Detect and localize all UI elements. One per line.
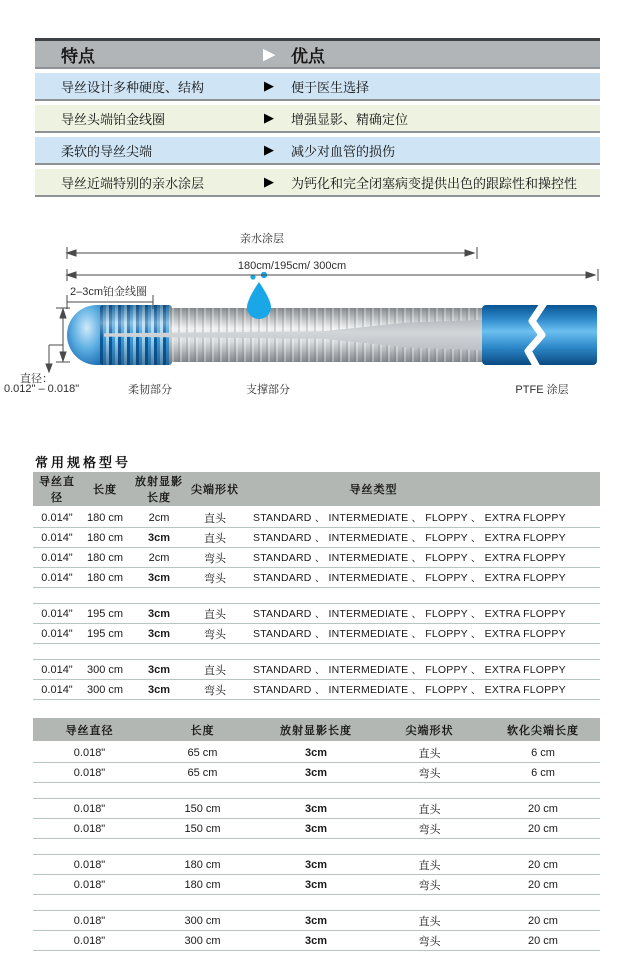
spec-cell: 0.018" bbox=[33, 875, 146, 895]
spec-cell: 6 cm bbox=[486, 742, 600, 763]
spec-cell: 3cm bbox=[259, 911, 373, 931]
spec-row bbox=[33, 931, 600, 951]
total-length-label: 180cm/195cm/ 300cm bbox=[237, 260, 347, 272]
flexible-section-label: 柔韧部分 bbox=[128, 384, 172, 396]
spec-cell: 直头 bbox=[189, 507, 241, 528]
feature-row bbox=[35, 73, 600, 101]
spec-cell: 300 cm bbox=[146, 931, 259, 951]
spec-cell: 弯头 bbox=[189, 548, 241, 568]
group-gap-row bbox=[33, 783, 600, 799]
column-header: 导丝直径 bbox=[33, 472, 81, 507]
spec-row bbox=[33, 568, 600, 588]
gap-cell bbox=[33, 895, 600, 911]
spec-cell: 3cm bbox=[129, 604, 189, 624]
arrow-right-icon: ▶ bbox=[264, 174, 274, 189]
spec-row bbox=[33, 624, 600, 644]
benefits-header-label: 优点 bbox=[291, 46, 325, 66]
feature-rows bbox=[35, 73, 600, 197]
spec-cell: 3cm bbox=[129, 528, 189, 548]
spec-cell: STANDARD 、 INTERMEDIATE 、 FLOPPY 、 EXTRA FLOPPY bbox=[241, 680, 600, 700]
column-header: 尖端形状 bbox=[373, 718, 486, 742]
spec-cell: 弯头 bbox=[189, 624, 241, 644]
benefit-text: 增强显影、精确定位 bbox=[291, 111, 409, 127]
column-header: 导丝类型 bbox=[241, 472, 600, 507]
spec-cell: STANDARD 、 INTERMEDIATE 、 FLOPPY 、 EXTRA FLOPPY bbox=[241, 624, 600, 644]
spec-cell: 弯头 bbox=[373, 819, 486, 839]
spec-row bbox=[33, 680, 600, 700]
spec-row bbox=[33, 763, 600, 783]
spec-cell: 300 cm bbox=[81, 680, 129, 700]
spec-cell: 2cm bbox=[129, 507, 189, 528]
spec-row bbox=[33, 528, 600, 548]
spec-row bbox=[33, 819, 600, 839]
spec-cell: 300 cm bbox=[146, 911, 259, 931]
features-table bbox=[35, 38, 600, 201]
diameter-label: 直径： bbox=[20, 373, 53, 385]
feature-row bbox=[35, 169, 600, 197]
column-header: 尖端形状 bbox=[189, 472, 241, 507]
benefit-text: 减少对血管的损伤 bbox=[291, 143, 396, 159]
features-header-label: 特点 bbox=[61, 46, 95, 66]
spec-cell: 65 cm bbox=[146, 742, 259, 763]
spec-cell: 300 cm bbox=[81, 660, 129, 680]
spec-cell: 20 cm bbox=[486, 855, 600, 875]
spec-cell: 20 cm bbox=[486, 799, 600, 819]
spec-cell: 弯头 bbox=[189, 680, 241, 700]
spec-cell: STANDARD 、 INTERMEDIATE 、 FLOPPY 、 EXTRA FLOPPY bbox=[241, 548, 600, 568]
spec-row bbox=[33, 875, 600, 895]
spec-cell: 180 cm bbox=[81, 548, 129, 568]
spec-cell: 20 cm bbox=[486, 819, 600, 839]
spec-cell: 6 cm bbox=[486, 763, 600, 783]
spec-cell: 3cm bbox=[129, 660, 189, 680]
spec-cell: 直头 bbox=[189, 604, 241, 624]
feature-text: 导丝头端铂金线圈 bbox=[61, 111, 166, 127]
spec-cell: 直头 bbox=[373, 742, 486, 763]
spec-cell: 195 cm bbox=[81, 624, 129, 644]
spec-cell: 3cm bbox=[259, 875, 373, 895]
spec-table-title: 常用规格型号 bbox=[35, 455, 132, 470]
ptfe-coating-label: PTFE 涂层 bbox=[515, 384, 569, 396]
spec-cell: 3cm bbox=[259, 799, 373, 819]
spec-cell: 3cm bbox=[259, 763, 373, 783]
spec-cell: STANDARD 、 INTERMEDIATE 、 FLOPPY 、 EXTRA FLOPPY bbox=[241, 660, 600, 680]
gap-cell bbox=[33, 588, 600, 604]
spec-cell: 3cm bbox=[129, 680, 189, 700]
spec-cell: 180 cm bbox=[146, 875, 259, 895]
spec-row bbox=[33, 548, 600, 568]
feature-text: 导丝近端特别的亲水涂层 bbox=[61, 175, 205, 191]
group-gap-row bbox=[33, 895, 600, 911]
feature-row bbox=[35, 137, 600, 165]
spec-cell: 0.014" bbox=[33, 624, 81, 644]
spec-row bbox=[33, 855, 600, 875]
diameter-value: 0.012" – 0.018" bbox=[4, 383, 80, 395]
spec-cell: 3cm bbox=[259, 855, 373, 875]
spec-cell: 180 cm bbox=[81, 507, 129, 528]
spec-table-014 bbox=[33, 472, 600, 700]
gap-cell bbox=[33, 839, 600, 855]
spec-cell: 0.018" bbox=[33, 799, 146, 819]
feature-text: 导丝设计多种硬度、结构 bbox=[61, 79, 205, 95]
spec-cell: 弯头 bbox=[373, 875, 486, 895]
spec-cell: 0.014" bbox=[33, 604, 81, 624]
spec-cell: 0.014" bbox=[33, 507, 81, 528]
spec-cell: STANDARD 、 INTERMEDIATE 、 FLOPPY 、 EXTRA FLOPPY bbox=[241, 604, 600, 624]
spec-cell: 20 cm bbox=[486, 911, 600, 931]
spec-header-row bbox=[33, 718, 600, 742]
spec-cell: 0.018" bbox=[33, 855, 146, 875]
benefit-text: 为钙化和完全闭塞病变提供出色的跟踪性和操控性 bbox=[291, 175, 578, 191]
spec-cell: 180 cm bbox=[81, 528, 129, 548]
spec-row bbox=[33, 742, 600, 763]
spec-cell: 195 cm bbox=[81, 604, 129, 624]
arrow-right-icon: ▶ bbox=[264, 142, 274, 157]
column-header: 长度 bbox=[81, 472, 129, 507]
spec-cell: 0.014" bbox=[33, 660, 81, 680]
spec-cell: 3cm bbox=[259, 819, 373, 839]
spec-cell: 3cm bbox=[259, 742, 373, 763]
spec-cell: 3cm bbox=[129, 624, 189, 644]
spec-cell: 弯头 bbox=[189, 568, 241, 588]
spec-table-018 bbox=[33, 718, 600, 951]
spec-cell: 150 cm bbox=[146, 819, 259, 839]
arrow-right-icon: ▶ bbox=[263, 46, 275, 63]
spec-cell: 0.018" bbox=[33, 819, 146, 839]
spec-cell: STANDARD 、 INTERMEDIATE 、 FLOPPY 、 EXTRA FLOPPY bbox=[241, 507, 600, 528]
spec-cell: 0.014" bbox=[33, 568, 81, 588]
arrow-right-icon: ▶ bbox=[264, 78, 274, 93]
spec-cell: 180 cm bbox=[146, 855, 259, 875]
spec-cell: 20 cm bbox=[486, 875, 600, 895]
spec-cell: 20 cm bbox=[486, 931, 600, 951]
spec-cell: 65 cm bbox=[146, 763, 259, 783]
spec-cell: 直头 bbox=[373, 799, 486, 819]
feature-row bbox=[35, 105, 600, 133]
spec-row bbox=[33, 660, 600, 680]
column-header: 放射显影长度 bbox=[259, 718, 373, 742]
platinum-coil-label: 2–3cm铂金线圈 bbox=[70, 286, 148, 298]
support-section-label: 支撑部分 bbox=[246, 384, 290, 396]
group-gap-row bbox=[33, 588, 600, 604]
spec-row bbox=[33, 604, 600, 624]
spec-cell: STANDARD 、 INTERMEDIATE 、 FLOPPY 、 EXTRA FLOPPY bbox=[241, 528, 600, 548]
spec-cell: 0.018" bbox=[33, 742, 146, 763]
spec-cell: 弯头 bbox=[373, 931, 486, 951]
spec-cell: 0.018" bbox=[33, 911, 146, 931]
spec-header-row bbox=[33, 472, 600, 507]
spec-cell: 直头 bbox=[189, 660, 241, 680]
guidewire-diagram bbox=[0, 222, 635, 418]
column-header: 软化尖端长度 bbox=[486, 718, 600, 742]
spec-cell: 3cm bbox=[129, 568, 189, 588]
column-header: 长度 bbox=[146, 718, 259, 742]
gap-cell bbox=[33, 783, 600, 799]
column-header: 放射显影长度 bbox=[129, 472, 189, 507]
spec-row bbox=[33, 507, 600, 528]
spec-cell: 0.018" bbox=[33, 931, 146, 951]
group-gap-row bbox=[33, 839, 600, 855]
spec-cell: 弯头 bbox=[373, 763, 486, 783]
group-gap-row bbox=[33, 644, 600, 660]
benefit-text: 便于医生选择 bbox=[291, 79, 370, 95]
spec-cell: 直头 bbox=[373, 855, 486, 875]
spec-cell: 0.014" bbox=[33, 548, 81, 568]
spec-cell: 0.014" bbox=[33, 528, 81, 548]
gap-cell bbox=[33, 644, 600, 660]
spec-cell: 3cm bbox=[259, 931, 373, 951]
spec-cell: 150 cm bbox=[146, 799, 259, 819]
spec-cell: 2cm bbox=[129, 548, 189, 568]
features-header-row bbox=[35, 38, 600, 69]
spec-cell: STANDARD 、 INTERMEDIATE 、 FLOPPY 、 EXTRA FLOPPY bbox=[241, 568, 600, 588]
arrow-right-icon: ▶ bbox=[264, 110, 274, 125]
hydrophilic-coating-label: 亲水涂层 bbox=[240, 233, 284, 245]
spec-cell: 180 cm bbox=[81, 568, 129, 588]
spec-row bbox=[33, 799, 600, 819]
feature-text: 柔软的导丝尖端 bbox=[61, 143, 153, 159]
column-header: 导丝直径 bbox=[33, 718, 146, 742]
spec-cell: 0.014" bbox=[33, 680, 81, 700]
spec-cell: 直头 bbox=[373, 911, 486, 931]
spec-cell: 0.018" bbox=[33, 763, 146, 783]
spec-cell: 直头 bbox=[189, 528, 241, 548]
spec-row bbox=[33, 911, 600, 931]
